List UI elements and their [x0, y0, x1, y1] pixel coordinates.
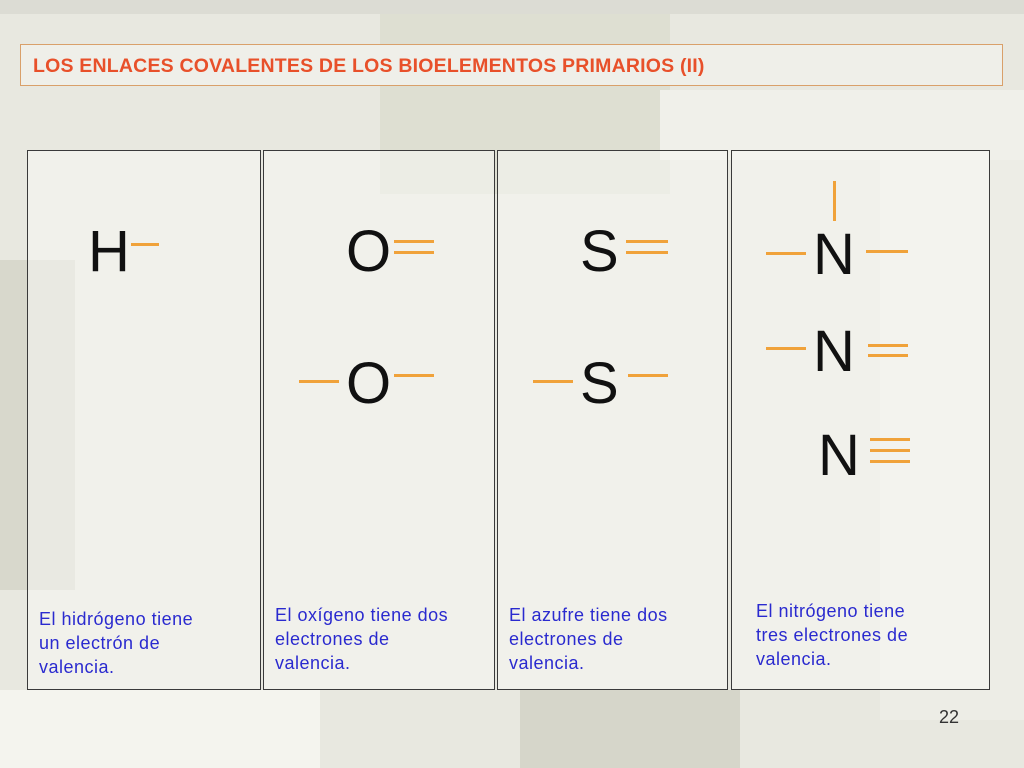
sulfur-symbol-single: S	[580, 351, 619, 416]
triple-bond-line-2	[870, 449, 910, 452]
page-number: 22	[939, 707, 960, 727]
single-bond-right	[866, 250, 908, 253]
single-bond-left	[299, 380, 339, 383]
double-bond-line-1	[868, 344, 908, 347]
hydrogen-symbol: H	[88, 219, 130, 284]
panel-hydrogen	[27, 150, 261, 690]
sulfur-symbol-double: S	[580, 219, 619, 284]
oxygen-symbol-single: O	[346, 351, 392, 416]
single-bond-right	[131, 243, 159, 246]
nitrogen-symbol-triple: N	[818, 423, 860, 488]
double-bond-line-2	[626, 251, 668, 254]
double-bond-line-2	[868, 354, 908, 357]
oxygen-caption: El oxígeno tiene dos electrones de valencia.	[275, 605, 449, 673]
double-bond-line-1	[394, 240, 434, 243]
hydrogen-caption: El hidrógeno tiene un electrón de valencia.	[39, 609, 194, 677]
single-bond-left	[766, 347, 806, 350]
triple-bond-line-3	[870, 460, 910, 463]
double-bond-line-2	[394, 251, 434, 254]
single-bond-left	[766, 252, 806, 255]
panel-oxygen	[263, 150, 495, 690]
single-bond-right	[628, 374, 668, 377]
nitrogen-symbol-double: N	[813, 319, 855, 384]
slide-title: LOS ENLACES COVALENTES DE LOS BIOELEMENTOS PRIMARIOS (II)	[33, 55, 705, 77]
single-bond-top	[833, 181, 836, 221]
oxygen-symbol-double: O	[346, 219, 392, 284]
panel-sulfur	[497, 150, 728, 690]
single-bond-right	[394, 374, 434, 377]
title-bar	[20, 44, 1003, 86]
single-bond-left	[533, 380, 573, 383]
panel-nitrogen	[731, 150, 990, 690]
nitrogen-symbol-single: N	[813, 222, 855, 287]
double-bond-line-1	[626, 240, 668, 243]
triple-bond-line-1	[870, 438, 910, 441]
sulfur-caption: El azufre tiene dos electrones de valencia.	[509, 605, 668, 673]
nitrogen-caption: El nitrógeno tiene tres electrones de valencia.	[756, 601, 909, 669]
